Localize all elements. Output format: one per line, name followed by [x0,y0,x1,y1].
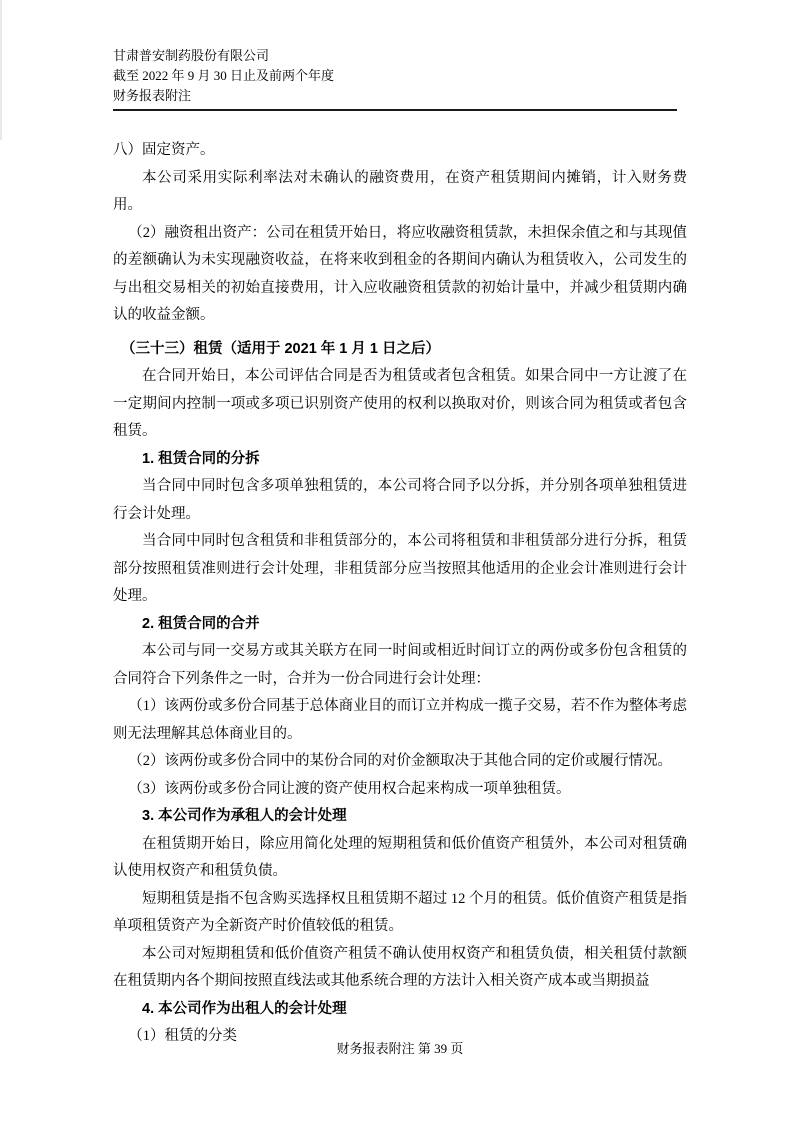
page-header [113,46,707,106]
paragraph-lease-classification: （1）租赁的分类 [128,1028,237,1044]
paragraph-fixed-assets: 八）固定资产。 [113,142,215,158]
paragraph-condition-2: （2）该两份或多份合同中的某份合同的对价金额取决于其他合同的定价或履行情况。 [128,753,672,769]
paragraph: 本公司与同一交易方或其关联方在同一时间或相近时间订立的两份或多份包含租赁的合同符合下列条件之一时，合并为一份合同进行会计处理： [113,643,687,687]
paragraph: 在租赁期开始日，除应用简化处理的短期租赁和低价值资产租赁外，本公司对租赁确认使用权资产和租赁负债。 [113,835,687,879]
subheading-lease-split: 1. 租赁合同的分拆 [142,450,260,467]
paragraph-condition-1: （1）该两份或多份合同基于总体商业目的而订立并构成一揽子交易，若不作为整体考虑则无法理解其总体商业目的。 [113,698,687,742]
header-reporting-period: 截至 2022 年 9 月 30 日止及前两个年度 [113,68,335,83]
section-heading-leases: （三十三）租赁（适用于 2021 年 1 月 1 日之后） [120,340,441,357]
paragraph-condition-3: （3）该两份或多份合同让渡的资产使用权合起来构成一项单独租赁。 [128,780,571,797]
footer-page-label: 财务报表附注 第 39 页 [336,1041,464,1056]
paragraph: （2）融资租出资产：公司在租赁开始日，将应收融资租赁款，未担保余值之和与其现值的差额确认为未实现融资收益，在将来收到租金的各期间内确认为租赁收入，公司发生的与出租交易相关的初始直接费用，计入应收融资租赁款的初始计量中，并减少租赁期内确认的收益金额。 [113,224,687,323]
subheading-lessee-accounting: 3. 本公司作为承租人的会计处理 [142,808,347,824]
scan-edge-artifact [0,0,2,140]
paragraph: 当合同中同时包含租赁和非租赁部分的，本公司将租赁和非租赁部分进行分拆，租赁部分按照租赁准则进行会计处理，非租赁部分应当按照其他适用的企业会计准则进行会计处理。 [113,533,687,604]
header-document-title: 财务报表附注 [113,88,192,103]
subheading-lessor-accounting: 4. 本公司作为出租人的会计处理 [142,1000,347,1017]
page-footer [113,1040,687,1058]
paragraph: 当合同中同时包含多项单独租赁的，本公司将合同予以分拆，并分别各项单独租赁进行会计处理。 [113,478,687,522]
header-company-name: 甘肃普安制药股份有限公司 [113,48,270,63]
header-divider-line [113,109,677,111]
subheading-lease-merge: 2. 租赁合同的合并 [142,615,260,632]
paragraph: 本公司对短期租赁和低价值资产租赁不确认使用权资产和租赁负债，相关租赁付款额在租赁期内各个期间按照直线法或其他系统合理的方法计入相关资产成本或当期损益 [113,945,687,989]
paragraph: 在合同开始日，本公司评估合同是否为租赁或者包含租赁。如果合同中一方让渡了在一定期间内控制一项或多项已识别资产使用的权利以换取对价，则该合同为租赁或者包含租赁。 [113,368,687,439]
paragraph: 短期租赁是指不包含购买选择权且租赁期不超过 12 个月的租赁。低价值资产租赁是指单项租赁资产为全新资产时价值较低的租赁。 [113,890,687,934]
paragraph: 本公司采用实际利率法对未确认的融资费用，在资产租赁期间内摊销，计入财务费用。 [113,169,687,213]
document-body [113,137,687,1051]
